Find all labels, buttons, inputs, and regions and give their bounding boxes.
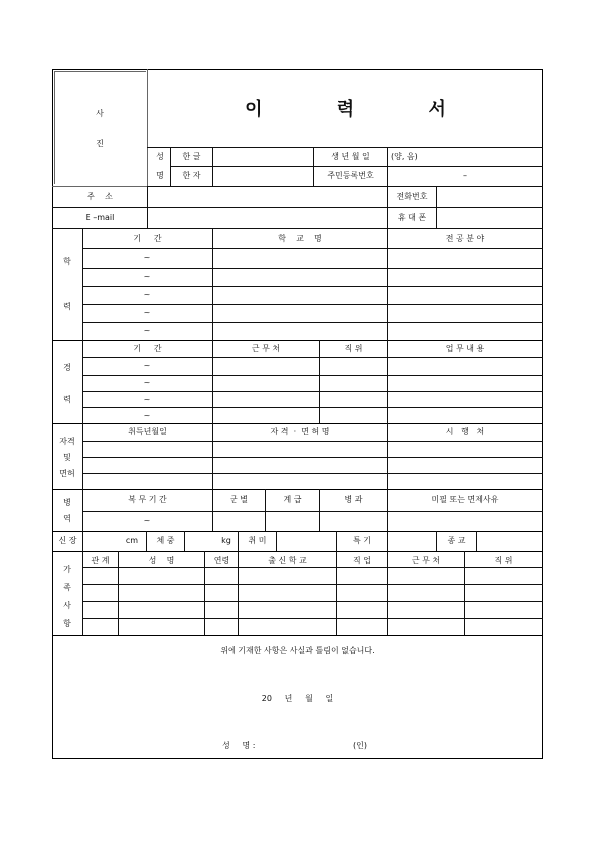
label-height: 신 장 — [58, 536, 77, 545]
edu-row-1 — [82, 248, 543, 249]
photo-box-bottom — [52, 186, 148, 187]
edu-row-2 — [82, 268, 543, 269]
family-header-position: 직 위 — [494, 556, 513, 565]
license-bottom — [52, 489, 543, 490]
career-tilde: ~ — [143, 411, 151, 420]
career-row-1 — [82, 357, 543, 358]
edu-tilde: ~ — [143, 272, 151, 281]
military-header-period: 복 무 기 간 — [128, 495, 167, 504]
photo-box-right — [147, 69, 148, 186]
license-header-name: 자 격 · 면 허 명 — [270, 427, 330, 436]
family-row-2 — [82, 584, 543, 585]
family-header-job: 직 업 — [353, 556, 371, 565]
edu-col-2 — [387, 228, 388, 340]
name-side-myeong: 명 — [156, 171, 164, 180]
family-side-2: 족 — [63, 583, 71, 592]
family-side-4: 항 — [63, 619, 71, 628]
label-skill: 특 기 — [353, 536, 371, 545]
career-side-1: 경 — [63, 363, 71, 372]
career-tilde: ~ — [143, 378, 151, 387]
edu-header-period: 기 간 — [133, 234, 162, 243]
military-header-branch: 군 별 — [230, 495, 248, 504]
military-bottom — [52, 531, 543, 532]
career-header-period: 기 간 — [133, 344, 162, 353]
license-header-issuer: 시 행 처 — [445, 427, 485, 436]
military-header-reason: 미필 또는 면제사유 — [431, 495, 499, 504]
name-rows-mid — [170, 166, 543, 167]
page-title: 이 력 서 — [245, 99, 480, 120]
frame-right — [542, 69, 543, 759]
seal-label: (인) — [353, 741, 367, 750]
career-header-duties: 업 무 내 용 — [445, 344, 485, 353]
license-side-2: 및 — [63, 453, 71, 462]
label-hangeul: 한 글 — [182, 152, 201, 161]
label-hobby: 취 미 — [248, 536, 267, 545]
body-col-9 — [476, 531, 477, 551]
career-row-4 — [82, 407, 543, 408]
edu-tilde: ~ — [143, 253, 151, 262]
edu-col-1 — [212, 228, 213, 340]
family-side-3: 사 — [63, 601, 71, 610]
body-col-5 — [276, 531, 277, 551]
military-row-1 — [82, 511, 543, 512]
family-side-1: 가 — [63, 565, 71, 574]
edu-side-2: 력 — [63, 302, 71, 311]
family-header-company: 근 무 처 — [411, 556, 441, 565]
family-header-age: 연령 — [213, 556, 230, 565]
photo-box-inner-top — [54, 71, 146, 72]
address-col-1 — [147, 186, 148, 228]
rrn-dash: – — [463, 171, 467, 180]
edu-bottom — [52, 340, 543, 341]
military-tilde: ~ — [143, 516, 151, 525]
career-header-company: 근 무 처 — [251, 344, 281, 353]
military-header-type: 병 과 — [344, 495, 363, 504]
label-birthdate: 생 년 월 일 — [331, 152, 370, 161]
label-weight: 체 중 — [156, 536, 175, 545]
family-header-school: 출 신 학 교 — [268, 556, 307, 565]
photo-box-inner-left — [54, 71, 55, 184]
signature-label: 성 명 : — [222, 741, 256, 750]
edu-tilde: ~ — [143, 290, 151, 299]
military-side-1: 병 — [63, 498, 71, 507]
name-rows-top — [147, 147, 543, 148]
body-col-7 — [387, 531, 388, 551]
declaration-date: 20 년 월 일 — [261, 694, 334, 703]
body-col-1 — [82, 531, 83, 551]
address-mid — [52, 207, 543, 208]
label-email: E –mail — [85, 213, 115, 222]
photo-label-2: 진 — [96, 139, 104, 148]
career-side-2: 력 — [63, 395, 71, 404]
edu-side-1: 학 — [63, 257, 71, 266]
family-row-3 — [82, 601, 543, 602]
license-row-2 — [82, 457, 543, 458]
edu-header-school: 학 교 명 — [278, 234, 322, 243]
declaration-statement: 위에 기재한 사항은 사실과 틀림이 없습니다. — [220, 646, 375, 655]
career-row-2 — [82, 375, 543, 376]
military-header-rank: 계 급 — [283, 495, 302, 504]
label-mobile: 휴 대 폰 — [397, 213, 427, 222]
address-col-3 — [436, 186, 437, 228]
label-address: 주 소 — [87, 192, 113, 201]
family-row-4 — [82, 618, 543, 619]
career-tilde: ~ — [143, 395, 151, 404]
address-bottom — [52, 228, 543, 229]
body-bottom — [52, 551, 543, 552]
career-tilde: ~ — [143, 361, 151, 370]
edu-tilde: ~ — [143, 308, 151, 317]
license-row-1 — [82, 441, 543, 442]
edu-header-major: 전 공 분 야 — [445, 234, 485, 243]
edu-row-4 — [82, 304, 543, 305]
label-phone: 전화번호 — [396, 192, 428, 201]
edu-row-5 — [82, 322, 543, 323]
frame-bottom — [52, 758, 543, 759]
photo-label-1: 사 — [96, 109, 104, 118]
license-row-3 — [82, 473, 543, 474]
name-col-4 — [387, 147, 388, 186]
birthdate-value: (양, 음) — [391, 152, 418, 161]
unit-kg: kg — [221, 536, 231, 545]
family-row-1 — [82, 567, 543, 568]
name-side-seong: 성 — [156, 152, 164, 161]
career-header-position: 직 위 — [344, 344, 363, 353]
license-header-date: 취득년월일 — [128, 427, 167, 436]
edu-tilde: ~ — [143, 326, 151, 335]
career-bottom — [52, 423, 543, 424]
edu-row-3 — [82, 286, 543, 287]
name-col-2 — [212, 147, 213, 186]
edu-col-side — [82, 228, 83, 340]
military-side-2: 역 — [63, 514, 71, 523]
body-col-3 — [184, 531, 185, 551]
career-row-3 — [82, 391, 543, 392]
family-header-relation: 관 계 — [91, 556, 110, 565]
unit-cm: cm — [125, 536, 139, 545]
label-hanja: 한 자 — [182, 171, 201, 180]
license-side-1: 자격 — [59, 437, 75, 446]
family-bottom — [52, 635, 543, 636]
label-religion: 종 교 — [447, 536, 466, 545]
label-rrn: 주민등록번호 — [327, 171, 374, 180]
family-header-name: 성 명 — [148, 556, 175, 565]
frame-top — [52, 69, 543, 70]
license-side-3: 면허 — [59, 469, 75, 478]
address-top — [147, 186, 543, 187]
